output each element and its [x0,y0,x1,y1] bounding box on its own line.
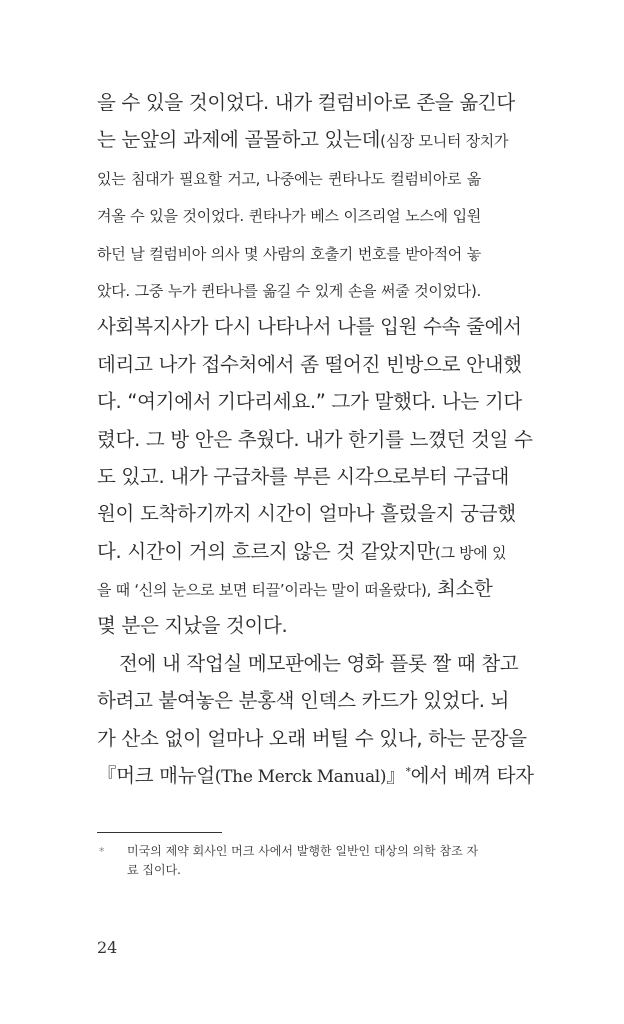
text-line: 겨올 수 있을 것이었다. 퀸타나가 베스 이즈리얼 노스에 입원 [97,207,481,226]
text-line: 렸다. 그 방 안은 추웠다. 내가 한기를 느꼈던 것일 수 [97,427,533,451]
text-line: 도 있고. 내가 구급차를 부른 시각으로부터 구급대 [97,464,510,488]
footnote-reference: * [405,765,411,779]
text-line: 다. “여기에서 기다리세요.” 그가 말했다. 나는 기다 [97,390,522,414]
text-line: 가 산소 없이 얼마나 오래 버틸 수 있나, 하는 문장을 [97,726,527,750]
text-line-paragraph-start: 전에 내 작업실 메모판에는 영화 플롯 짤 때 참고 [119,651,519,675]
text-line: 는 눈앞의 과제에 골몰하고 있는데(심장 모니터 장치가 [97,128,509,152]
text-line: 다. 시간이 거의 흐르지 않은 것 같았지만(그 방에 있 [97,539,507,563]
text-line: 하려고 붙여놓은 분홍색 인덱스 카드가 있었다. 뇌 [97,689,510,713]
page-number: 24 [97,938,118,957]
footnote-marker: * [99,845,105,858]
parenthetical-text: (심장 모니터 장치가 [380,132,509,151]
footnote [97,842,481,880]
footnote-text: 미국의 제약 회사인 머크 사에서 발행한 일반인 대상의 의학 참조 자료 집이다. [127,844,479,877]
footnote-divider [97,832,222,833]
text-line: 사회복지사가 다시 나타나서 나를 입원 수속 줄에서 [97,315,522,339]
text-line: 하던 날 컬럼비아 의사 몇 사람의 호출기 번호를 받아적어 놓 [97,244,481,263]
text-line-paragraph-end: 몇 분은 지났을 것이다. [97,614,288,638]
parenthetical-text: (그 방에 있 [434,543,507,562]
text-line: 았다. 그중 누가 퀸타나를 옮길 수 있게 손을 써줄 것이었다). [97,281,481,300]
parenthetical-text: 을 때 ‘신의 눈으로 보면 티끌’이라는 말이 떠올랐다), [97,581,432,600]
text-line: 원이 도착하기까지 시간이 얼마나 흘렀을지 궁금했 [97,502,516,526]
body-text [97,84,534,794]
text-line: 데리고 나가 접수처에서 좀 떨어진 빈방으로 안내했 [97,352,522,376]
text-line: 있는 침대가 필요할 거고, 나중에는 퀸타나도 컬럼비아로 옮 [97,169,481,188]
text-line: 을 수 있을 것이었다. 내가 컬럼비아로 존을 옮긴다 [97,91,515,114]
text-line: 을 때 ‘신의 눈으로 보면 티끌’이라는 말이 떠올랐다), 최소한 [97,577,493,601]
book-title-latin: (The Merck Manual) [214,767,387,788]
text-line: 『머크 매뉴얼(The Merck Manual)』*에서 베껴 타자 [97,764,534,788]
